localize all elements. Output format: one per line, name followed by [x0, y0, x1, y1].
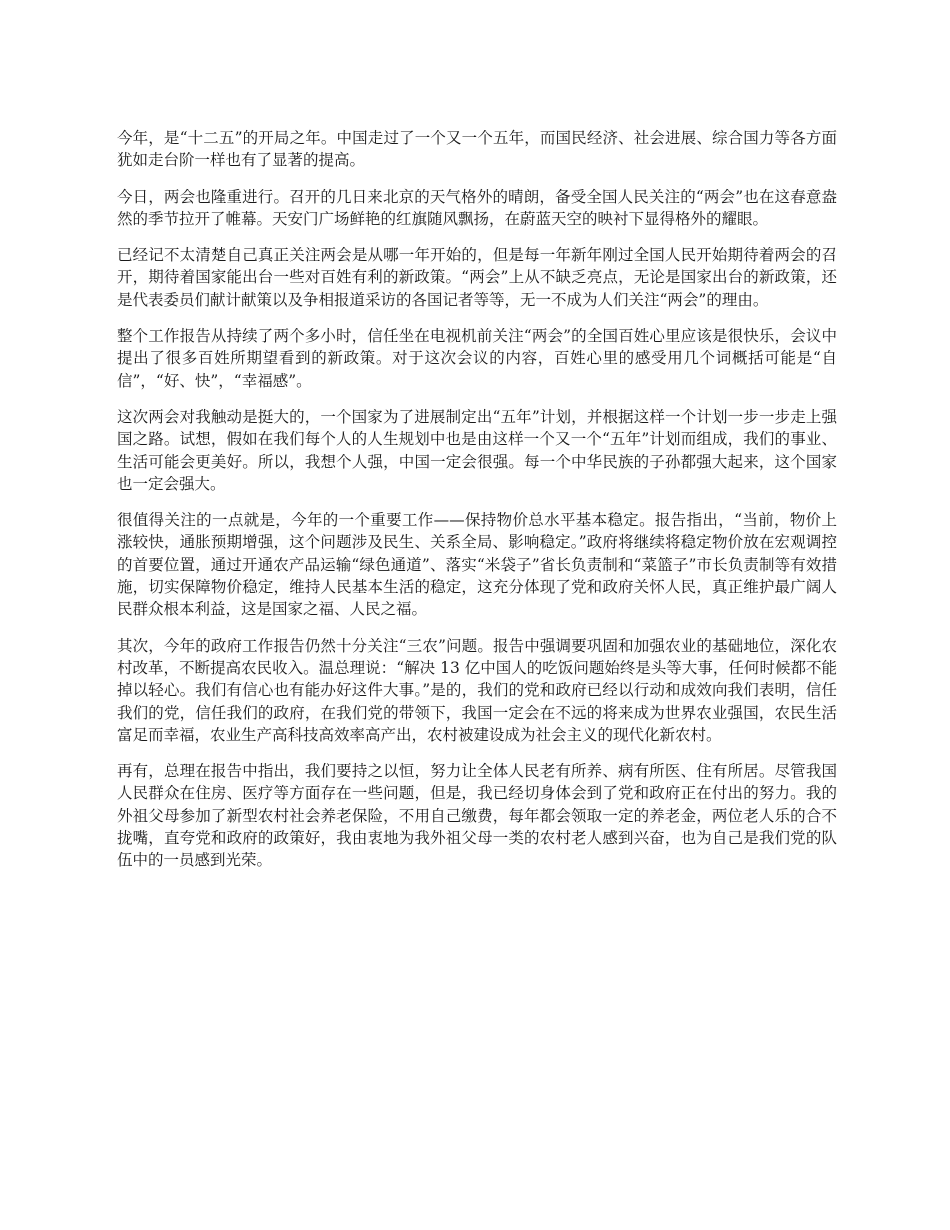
paragraph: 今年，是“十二五”的开局之年。中国走过了一个又一个五年，而国民经济、社会进展、综合国力等各方面犹如走台阶一样也有了显著的提高。: [117, 129, 837, 170]
paragraph: 再有，总理在报告中指出，我们要持之以恒，努力让全体人民老有所养、病有所医、住有所居。尽管我国人民群众在住房、医疗等方面存在一些问题，但是，我已经切身体会到了党和政府正在付出的努力。我的外祖父母参加了新型农村社会养老保险，不用自己缴费，每年都会领取一定的养老金，两位老人乐的合不拢嘴，直夸党和政府的政策好，我由衷地为我外祖父母一类的农村老人感到兴奋，也为自己是我们党的队伍中的一员感到光荣。: [117, 762, 837, 870]
paragraph: 这次两会对我触动是挺大的，一个国家为了进展制定出“五年”计划，并根据这样一个计划一步一步走上强国之路。试想，假如在我们每个人的人生规划中也是由这样一个又一个“五年”计划而组成，我们的事业、生活可能会更美好。所以，我想个人强，中国一定会很强。每一个中华民族的子孙都强大起来，这个国家也一定会强大。: [117, 407, 837, 493]
paragraph: 已经记不太清楚自己真正关注两会是从哪一年开始的，但是每一年新年刚过全国人民开始期待着两会的召开，期待着国家能出台一些对百姓有利的新政策。“两会”上从不缺乏亮点，无论是国家出台的新政策，还是代表委员们献计献策以及争相报道采访的各国记者等等，无一不成为人们关注“两会”的理由。: [117, 246, 837, 309]
paragraph: 整个工作报告从持续了两个多小时，信任坐在电视机前关注“两会”的全国百姓心里应该是很快乐，会议中提出了很多百姓所期望看到的新政策。对于这次会议的内容，百姓心里的感受用几个词概括可能是“自信”，“好、快”，“幸福感”。: [117, 327, 837, 390]
paragraph: 很值得关注的一点就是，今年的一个重要工作——保持物价总水平基本稳定。报告指出，“当前，物价上涨较快，通胀预期增强，这个问题涉及民生、关系全局、影响稳定。”政府将继续将稳定物价放在宏观调控的首要位置，通过开通农产品运输“绿色通道”、落实“米袋子”省长负责制和“菜篮子”市长负责制等有效措施，切实保障物价稳定，维持人民基本生活的稳定，这充分体现了党和政府关怀人民，真正维护最广阔人民群众根本利益，这是国家之福、人民之福。: [117, 511, 837, 619]
document-body: [117, 127, 837, 886]
paragraph: 今日，两会也隆重进行。召开的几日来北京的天气格外的晴朗，备受全国人民关注的“两会”也在这春意盎然的季节拉开了帷幕。天安门广场鲜艳的红旗随风飘扬，在蔚蓝天空的映衬下显得格外的耀眼。: [117, 187, 837, 228]
paragraph: 其次，今年的政府工作报告仍然十分关注“三农”问题。报告中强调要巩固和加强农业的基础地位，深化农村改革，不断提高农民收入。温总理说：“解决 13 亿中国人的吃饭问题始终是头等大事，任何时候都不能掉以轻心。我们有信心也有能办好这件大事。”是的，我们的党和政府已经以行动和成效向我们表明，信任我们的党，信任我们的政府，在我们党的带领下，我国一定会在不远的将来成为世界农业强国，农民生活富足而幸福，农业生产高科技高效率高产出，农村被建设成为社会主义的现代化新农村。: [117, 636, 837, 744]
